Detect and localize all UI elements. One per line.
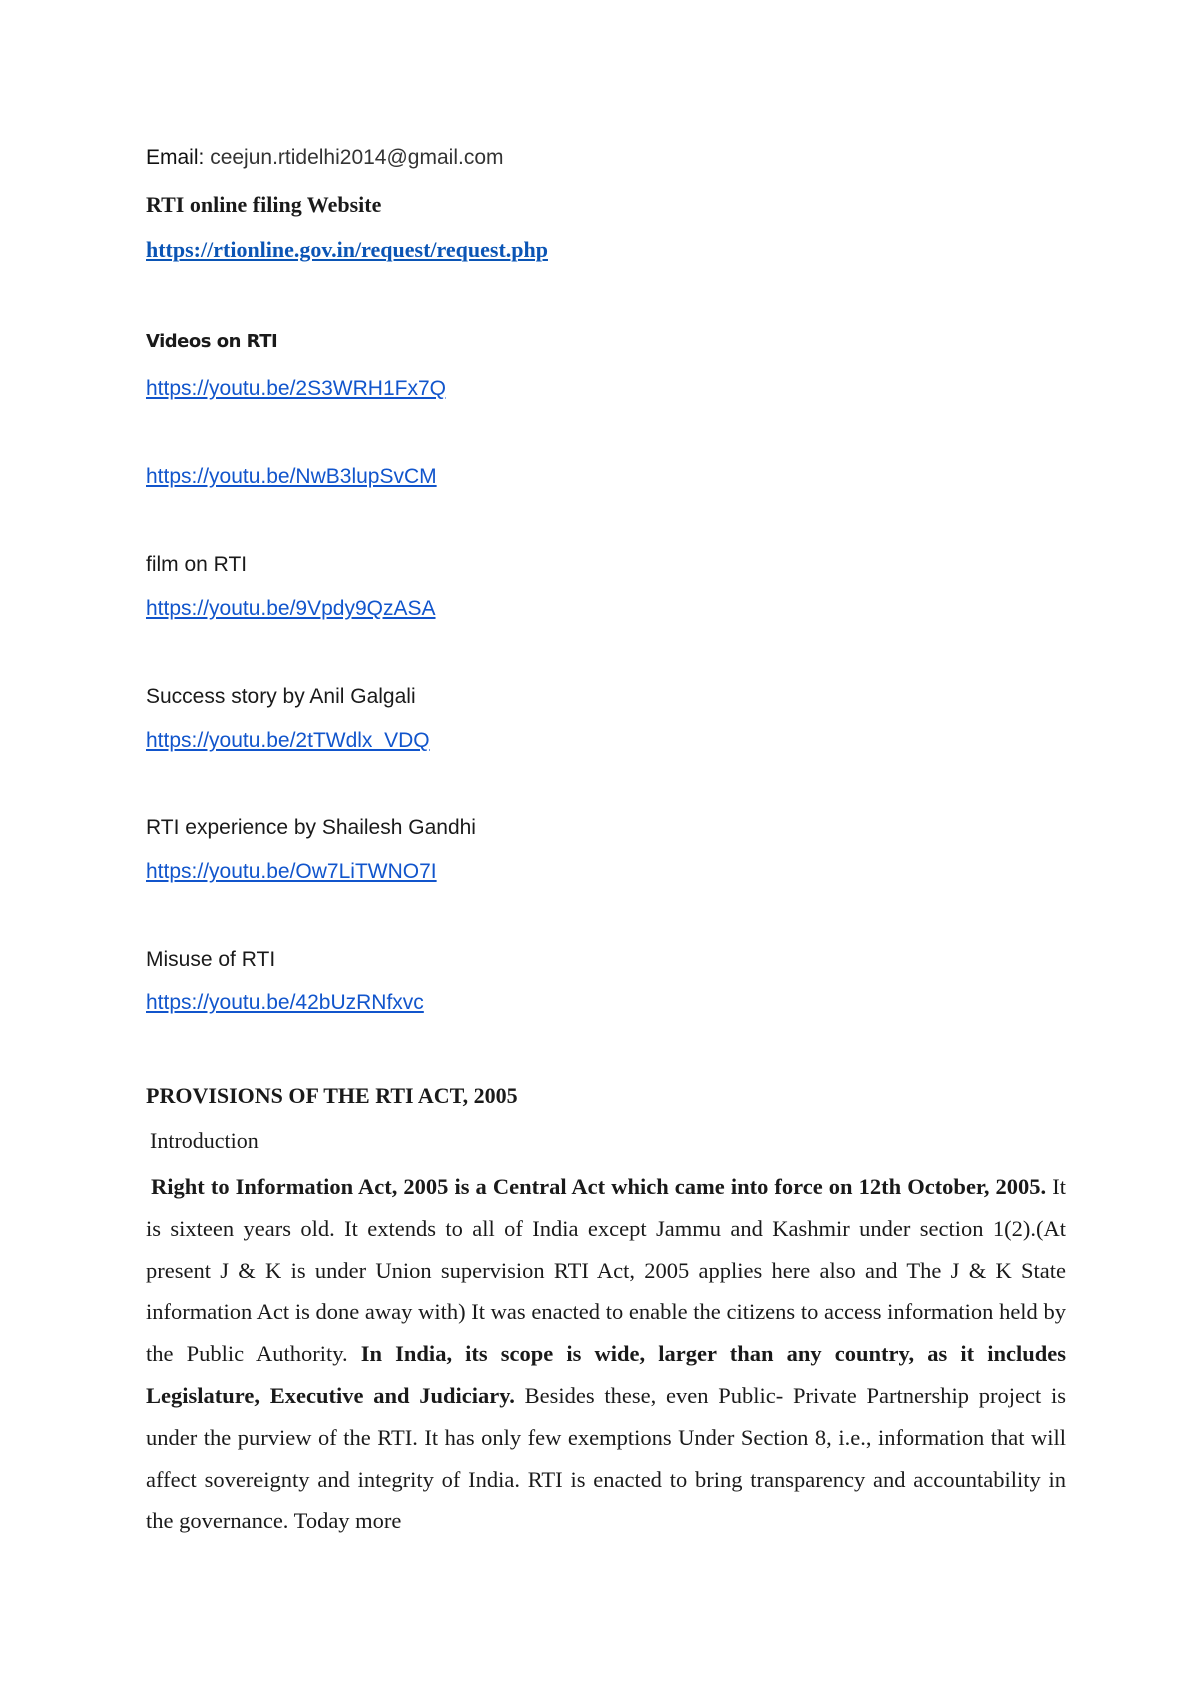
intro-text-1: It is sixteen years old. It extends to all of India except Jammu and Kashmir under section 1(2).(At present J & K is under Union supervision RTI Act, 2005 applies here also and The J & K State information Act is done away with) It was enacted to enable the citizens to access information held by the Public Authority. bbox=[146, 1174, 1066, 1367]
experience-label: RTI experience by Shailesh Gandhi bbox=[146, 816, 476, 839]
provisions-heading: PROVISIONS OF THE RTI ACT, 2005 bbox=[146, 1083, 518, 1108]
email-value: ceejun.rtidelhi2014@gmail.com bbox=[204, 146, 504, 169]
experience-link[interactable]: https://youtu.be/Ow7LiTWNO7I bbox=[146, 860, 437, 883]
video-link-2[interactable]: https://youtu.be/NwB3lupSvCM bbox=[146, 465, 437, 488]
videos-heading: Videos on RTI bbox=[146, 331, 278, 352]
success-story-link[interactable]: https://youtu.be/2tTWdlx_VDQ bbox=[146, 729, 430, 752]
filing-heading: RTI online filing Website bbox=[146, 192, 382, 217]
email-label: Email: bbox=[146, 146, 205, 169]
success-story-label: Success story by Anil Galgali bbox=[146, 685, 416, 708]
film-label: film on RTI bbox=[146, 553, 248, 576]
intro-text-2: Besides these, even Public- Private Partnership project is under the purview of the RTI. It has only few exemptions Under Section 8, i.e., information that will affect sovereignty and integrity of India. RTI is enacted to bring transparency and accountability in the governance. Today more bbox=[146, 1382, 1066, 1534]
filing-url-link[interactable]: https://rtionline.gov.in/request/request.php bbox=[146, 237, 548, 262]
film-link[interactable]: https://youtu.be/9Vpdy9QzASA bbox=[146, 597, 436, 620]
intro-bold-text-1: Right to Information Act, 2005 is a Central Act which came into force on 12th October, 2005. bbox=[151, 1174, 1047, 1199]
misuse-link[interactable]: https://youtu.be/42bUzRNfxvc bbox=[146, 991, 424, 1014]
intro-bold-text-2: In India, its scope is wide, larger than any country, as it includes Legislature, Executive and Judiciary. bbox=[146, 1341, 1066, 1408]
misuse-label: Misuse of RTI bbox=[146, 948, 276, 971]
introduction-label: Introduction bbox=[150, 1128, 259, 1153]
email-line bbox=[146, 146, 504, 170]
video-link-1[interactable]: https://youtu.be/2S3WRH1Fx7Q bbox=[146, 377, 446, 400]
intro-paragraph bbox=[146, 1166, 1066, 1542]
